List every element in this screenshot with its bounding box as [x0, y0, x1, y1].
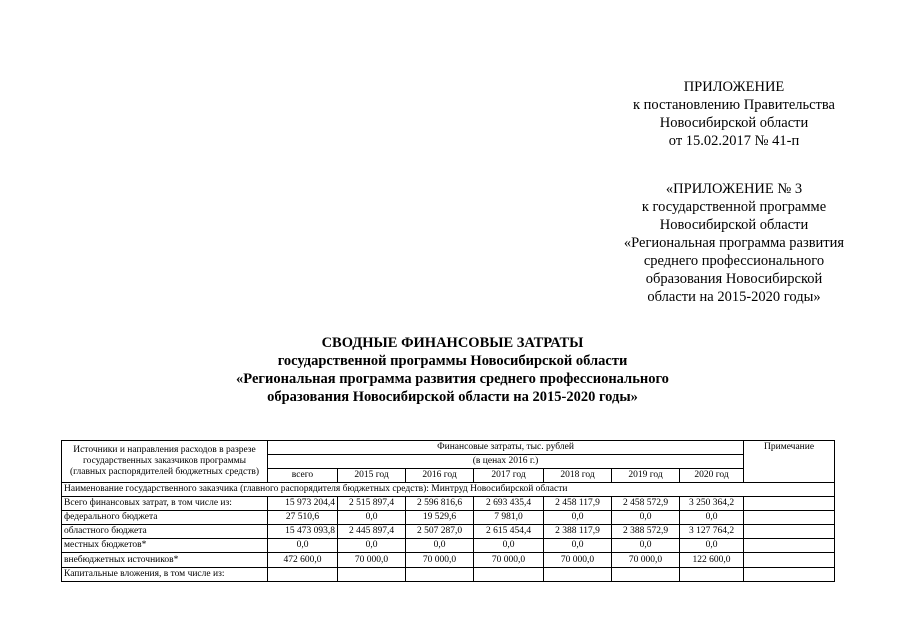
row-label: внебюджетных источников* [62, 553, 268, 568]
cell-2017: 2 615 454,4 [474, 525, 544, 539]
title-line: государственной программы Новосибирской области [277, 353, 628, 369]
cell-note [744, 525, 835, 539]
cell-2018: 0,0 [544, 539, 612, 553]
financial-costs-table [61, 440, 835, 582]
header-year: 2020 год [680, 469, 744, 483]
header-note: Примечание [744, 441, 835, 483]
cell-2015: 70 000,0 [338, 553, 406, 568]
cell-2019: 70 000,0 [612, 553, 680, 568]
cell-2016: 2 507 287,0 [406, 525, 474, 539]
cell-2020: 3 127 764,2 [680, 525, 744, 539]
cell-total: 27 510,6 [268, 511, 338, 525]
table-header-row [62, 441, 835, 455]
appendix-line: ПРИЛОЖЕНИЕ [683, 79, 785, 95]
cell-2017: 0,0 [474, 539, 544, 553]
cell-2016: 19 529,6 [406, 511, 474, 525]
cell-2019 [612, 568, 680, 582]
customer-row [62, 483, 835, 497]
cell-2017: 7 981,0 [474, 511, 544, 525]
title-line: «Региональная программа развития среднего профессионального [236, 371, 669, 387]
header-year: 2015 год [338, 469, 406, 483]
cell-2016: 0,0 [406, 539, 474, 553]
appendix-line: Новосибирской области [659, 217, 809, 233]
cell-2020: 0,0 [680, 539, 744, 553]
cell-2018: 2 388 117,9 [544, 525, 612, 539]
program-appendix-block [560, 180, 905, 306]
header-source: Источники и направления расходов в разрезе государственных заказчиков программы (главных распорядителей бюджетных средств) [62, 441, 268, 483]
appendix-line: к государственной программе [641, 199, 827, 215]
row-label: Всего финансовых затрат, в том числе из: [62, 497, 268, 511]
table-row [62, 525, 835, 539]
cell-2016 [406, 568, 474, 582]
cell-total: 472 600,0 [268, 553, 338, 568]
appendix-line: от 15.02.2017 № 41-п [668, 133, 800, 149]
row-label: Капитальные вложения, в том числе из: [62, 568, 268, 582]
table-row [62, 497, 835, 511]
cell-2016: 70 000,0 [406, 553, 474, 568]
cell-2017: 2 693 435,4 [474, 497, 544, 511]
appendix-line: «Региональная программа развития [623, 235, 845, 251]
cell-2018 [544, 568, 612, 582]
cell-2017: 70 000,0 [474, 553, 544, 568]
cell-2019: 0,0 [612, 539, 680, 553]
appendix-block [560, 78, 905, 150]
table-row [62, 568, 835, 582]
header-year: 2019 год [612, 469, 680, 483]
header-year: всего [268, 469, 338, 483]
cell-2015: 2 515 897,4 [338, 497, 406, 511]
cell-note [744, 511, 835, 525]
appendix-line: области на 2015-2020 годы» [647, 289, 821, 305]
cell-total: 15 973 204,4 [268, 497, 338, 511]
cell-total: 15 473 093,8 [268, 525, 338, 539]
cell-2019: 2 458 572,9 [612, 497, 680, 511]
header-costs: Финансовые затраты, тыс. рублей [268, 441, 744, 455]
cell-2019: 0,0 [612, 511, 680, 525]
cell-2017 [474, 568, 544, 582]
row-label: федерального бюджета [62, 511, 268, 525]
row-label: местных бюджетов* [62, 539, 268, 553]
appendix-line: среднего профессионального [643, 253, 825, 269]
cell-2018: 0,0 [544, 511, 612, 525]
cell-2015: 0,0 [338, 539, 406, 553]
appendix-line: «ПРИЛОЖЕНИЕ № 3 [665, 181, 803, 197]
cell-2015: 2 445 897,4 [338, 525, 406, 539]
table-row [62, 553, 835, 568]
cell-2015 [338, 568, 406, 582]
cell-2020: 3 250 364,2 [680, 497, 744, 511]
row-label: областного бюджета [62, 525, 268, 539]
cell-total: 0,0 [268, 539, 338, 553]
cell-note [744, 497, 835, 511]
cell-2020 [680, 568, 744, 582]
appendix-line: образования Новосибирской [645, 271, 823, 287]
document-title [0, 334, 905, 406]
header-year: 2017 год [474, 469, 544, 483]
title-line: СВОДНЫЕ ФИНАНСОВЫЕ ЗАТРАТЫ [321, 335, 584, 351]
cell-total [268, 568, 338, 582]
cell-2020: 122 600,0 [680, 553, 744, 568]
cell-2019: 2 388 572,9 [612, 525, 680, 539]
cell-note [744, 568, 835, 582]
cell-2018: 70 000,0 [544, 553, 612, 568]
cell-note [744, 539, 835, 553]
cell-2015: 0,0 [338, 511, 406, 525]
cell-2020: 0,0 [680, 511, 744, 525]
title-line: образования Новосибирской области на 2015-2020 годы» [267, 389, 638, 405]
customer-name: Наименование государственного заказчика (главного распорядителя бюджетных средств): Минтруд Новосибирской области [62, 483, 835, 497]
table-row [62, 539, 835, 553]
appendix-line: Новосибирской области [659, 115, 809, 131]
header-year: 2018 год [544, 469, 612, 483]
table-row [62, 511, 835, 525]
appendix-line: к постановлению Правительства [633, 97, 835, 113]
header-year: 2016 год [406, 469, 474, 483]
header-prices: (в ценах 2016 г.) [268, 455, 744, 469]
cell-note [744, 553, 835, 568]
cell-2018: 2 458 117,9 [544, 497, 612, 511]
cell-2016: 2 596 816,6 [406, 497, 474, 511]
